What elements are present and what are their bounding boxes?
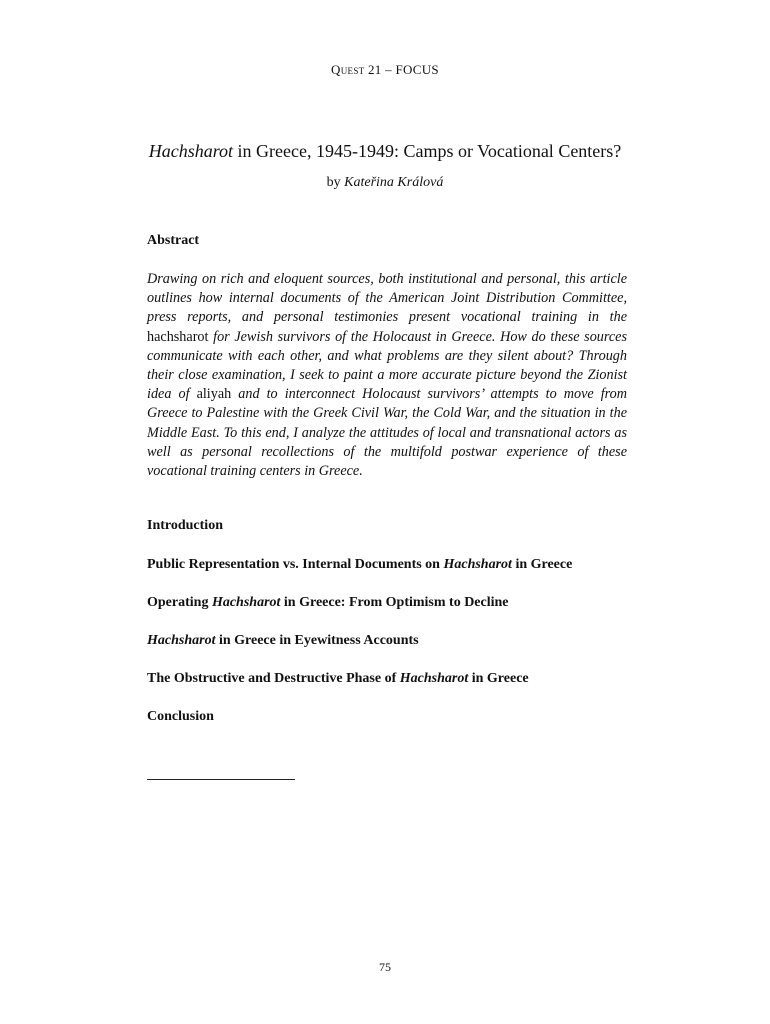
running-header — [0, 62, 770, 78]
article-title — [120, 141, 650, 162]
section-heading-conclusion: Conclusion — [147, 709, 214, 724]
journal-name: Quest 21 — [331, 62, 382, 77]
abstract-text: Drawing on rich and eloquent sources, both institutional and personal, this article outlines how internal documents of the American Joint Distribution Committee, press reports, and personal testimonies present vocational training in the hachsharot for Jewish survivors of the Holocaust in Greece. How do these sources communicate with each other, and what problems are they silent about? Through their close examination, I seek to paint a more accurate picture beyond the Zionist idea of aliyah and to interconnect Holocaust survivors’ attempts to move from Greece to Palestine with the Greek Civil War, the Cold War, and the situation in the Middle East. To this end, I analyze the attitudes of local and transnational actors as well as personal recollections of the multifold postwar experience of these vocational training centers in Greece. — [147, 271, 627, 480]
section-heading-eyewitness: Hachsharot in Greece in Eyewitness Accounts — [147, 633, 419, 648]
page-number: 75 — [379, 960, 391, 974]
section-heading-obstructive-phase: The Obstructive and Destructive Phase of Hachsharot in Greece — [147, 671, 529, 686]
section-heading-operating: Operating Hachsharot in Greece: From Optimism to Decline — [147, 595, 509, 610]
byline-by: by — [326, 175, 345, 190]
header-separator: – — [381, 62, 396, 77]
section-heading-introduction: Introduction — [147, 518, 223, 533]
abstract-heading: Abstract — [147, 233, 200, 248]
author-name: Kateřina Králová — [344, 175, 444, 190]
section-heading-public-representation: Public Representation vs. Internal Documents on Hachsharot in Greece — [147, 557, 573, 572]
footnote-divider — [147, 779, 295, 780]
abstract-term-aliyah: aliyah — [196, 386, 232, 403]
header-section: FOCUS — [395, 62, 439, 77]
title-italic-term: Hachsharot — [148, 141, 234, 161]
byline — [0, 175, 770, 191]
abstract-term-hachsharot: hachsharot — [147, 328, 209, 345]
title-rest: in Greece, 1945-1949: Camps or Vocational Centers? — [233, 141, 622, 161]
